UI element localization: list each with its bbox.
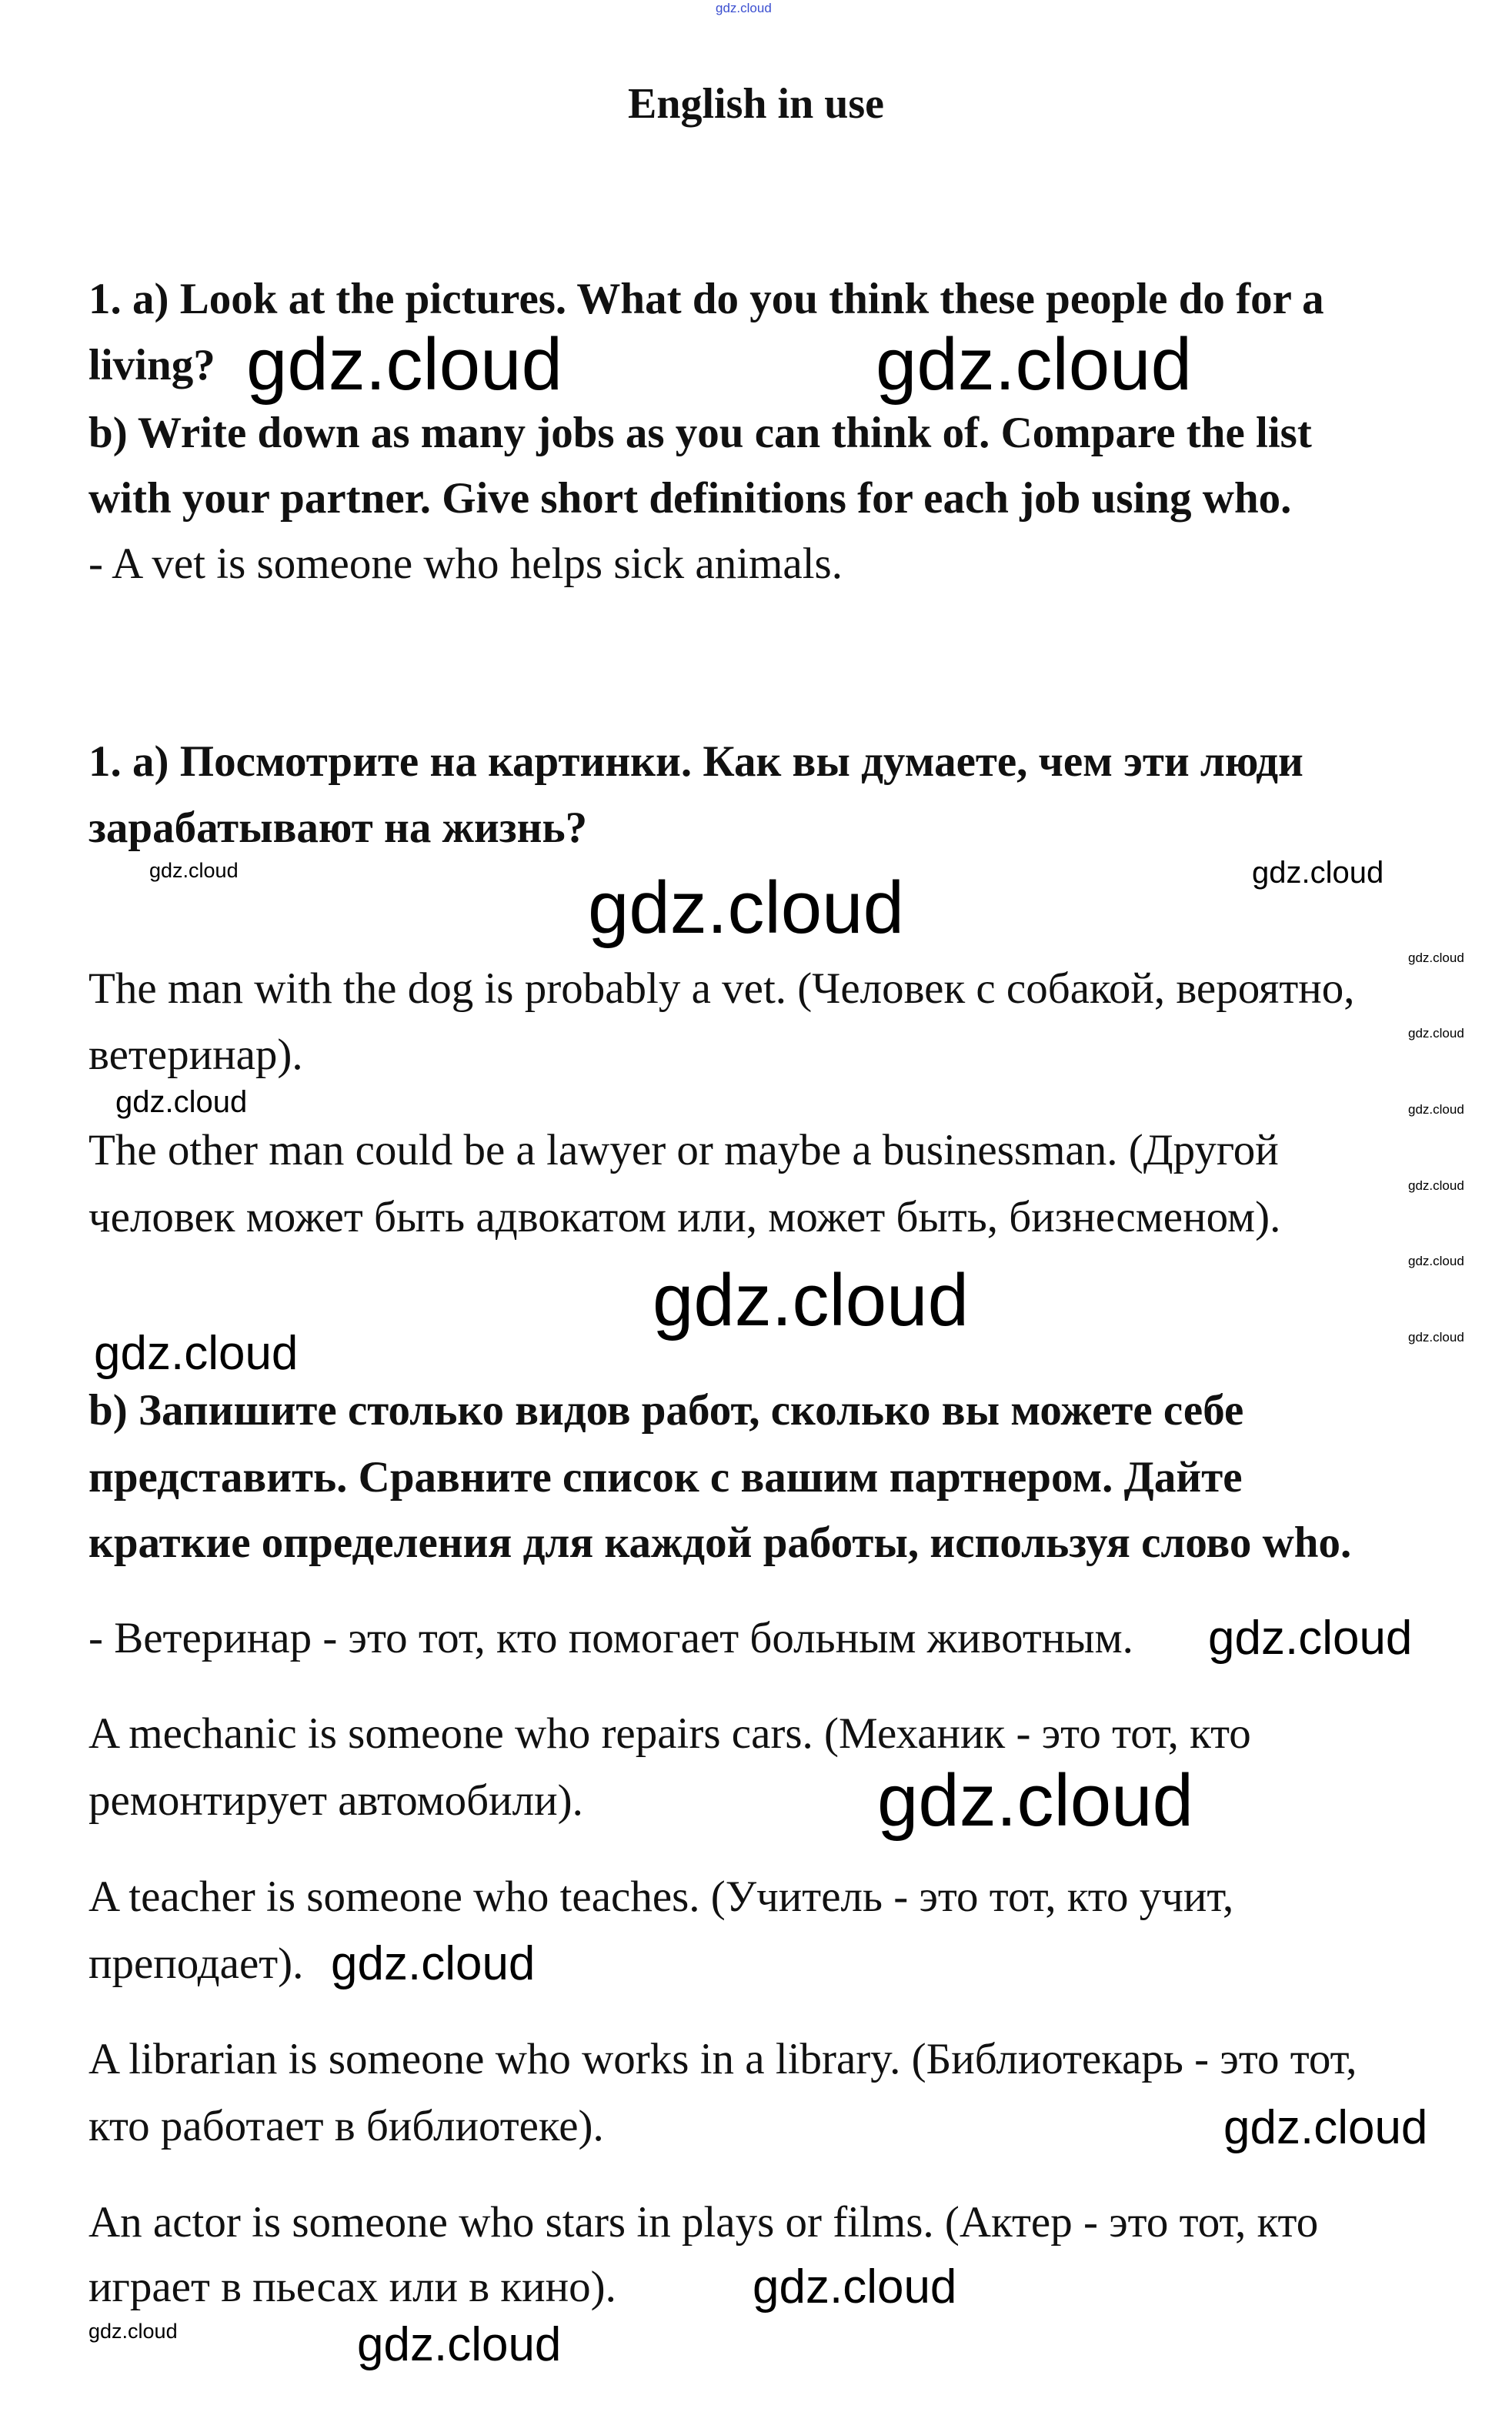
watermark: gdz.cloud [653, 1259, 969, 1341]
watermark: gdz.cloud [357, 2318, 562, 2371]
watermark: gdz.cloud [331, 1937, 536, 1990]
task-a-ru-line2: зарабатывают на жизнь? [88, 803, 588, 852]
task-b-ru-line2: представить. Сравните список с вашим партнером. Дайте [88, 1453, 1243, 1502]
task-example-en: - A vet is someone who helps sick animals. [88, 540, 843, 588]
watermark: gdz.cloud [115, 1085, 248, 1119]
task-b-ru-line1: b) Запишите столько видов работ, сколько вы можете себе [88, 1386, 1244, 1435]
watermark: gdz.cloud [149, 859, 239, 882]
answer-a-2-line2: человек может быть адвокатом или, может быть, бизнесменом). [88, 1193, 1281, 1241]
task-b-en-line1: b) Write down as many jobs as you can think of. Compare the list [88, 409, 1312, 457]
watermark: gdz.cloud [1252, 856, 1384, 890]
watermark: gdz.cloud [1408, 1026, 1464, 1041]
answer-b-1-line1: A mechanic is someone who repairs cars. (Механик - это тот, кто [88, 1709, 1251, 1758]
answer-a-1-line2: ветеринар). [88, 1031, 303, 1079]
watermark: gdz.cloud [1208, 1612, 1413, 1665]
answer-b-2-line1: A teacher is someone who teaches. (Учитель - это тот, кто учит, [88, 1872, 1234, 1921]
answer-a-1-line1: The man with the dog is probably a vet. (Человек с собакой, вероятно, [88, 964, 1355, 1013]
answer-b-3-line2: кто работает в библиотеке). [88, 2102, 604, 2150]
watermark: gdz.cloud [1408, 950, 1464, 965]
task-a-en-line2: living? [88, 341, 215, 389]
watermark: gdz.cloud [1408, 1178, 1464, 1193]
task-b-en-line2: with your partner. Give short definitions for each job using who. [88, 474, 1292, 523]
answer-b-3-line1: A librarian is someone who works in a library. (Библиотекарь - это тот, [88, 2035, 1357, 2083]
watermark: gdz.cloud [94, 1327, 299, 1380]
watermark: gdz.cloud [588, 867, 904, 949]
answer-b-1-line2: ремонтирует автомобили). [88, 1776, 583, 1825]
task-a-ru-line1: 1. a) Посмотрите на картинки. Как вы думаете, чем эти люди [88, 737, 1303, 786]
watermark: gdz.cloud [88, 2320, 178, 2343]
watermark: gdz.cloud [1408, 1254, 1464, 1268]
example-ru: - Ветеринар - это тот, кто помогает больным животным. [88, 1614, 1133, 1662]
watermark: gdz.cloud [1223, 2101, 1428, 2154]
answer-b-4-line2: играет в пьесах или в кино). [88, 2263, 616, 2311]
task-b-ru-line3: краткие определения для каждой работы, используя слово who. [88, 1518, 1352, 1567]
answer-b-4-line1: An actor is someone who stars in plays or films. (Актер - это тот, кто [88, 2198, 1319, 2247]
watermark: gdz.cloud [1408, 1102, 1464, 1117]
answer-b-2-line2: преподает). [88, 1939, 304, 1988]
watermark: gdz.cloud [753, 2260, 957, 2313]
watermark: gdz.cloud [1408, 1330, 1464, 1345]
watermark: gdz.cloud [877, 1759, 1193, 1842]
page-title: English in use [627, 80, 885, 128]
watermark: gdz.cloud [876, 323, 1192, 406]
watermark: gdz.cloud [246, 323, 562, 406]
task-a-en-line1: 1. a) Look at the pictures. What do you think these people do for a [88, 275, 1324, 323]
answer-a-2-line1: The other man could be a lawyer or maybe a businessman. (Другой [88, 1126, 1279, 1174]
watermark: gdz.cloud [716, 1, 772, 15]
